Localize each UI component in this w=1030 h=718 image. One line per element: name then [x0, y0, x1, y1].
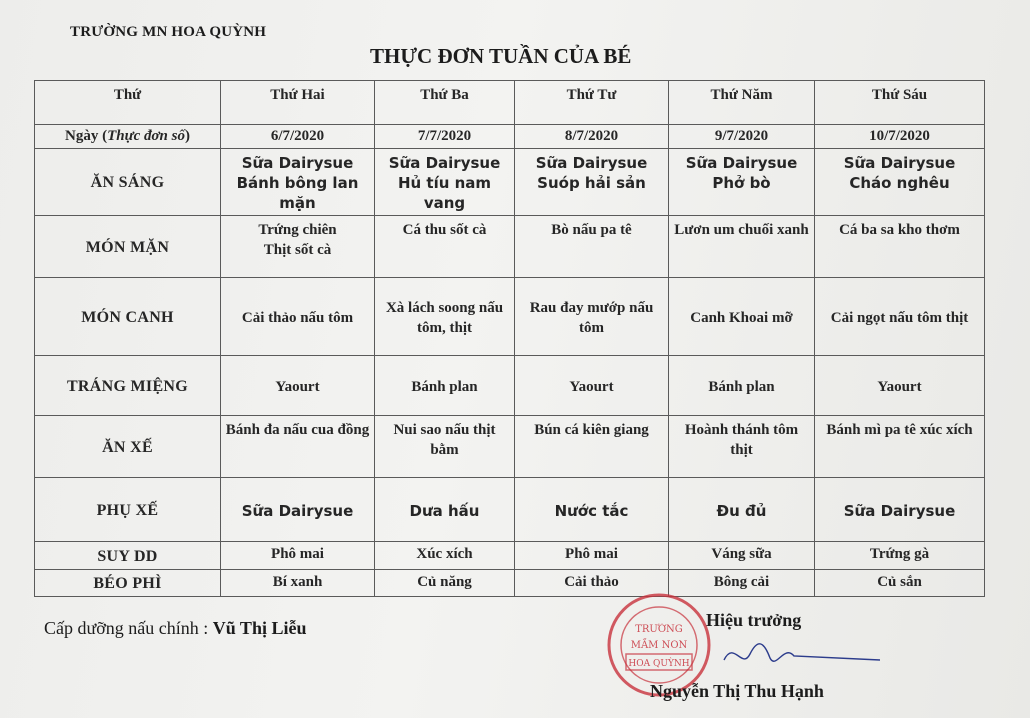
- meal-cell: Xúc xích: [375, 542, 515, 570]
- principal-name: Nguyễn Thị Thu Hạnh: [650, 681, 824, 701]
- meal-cell: Bún cá kiên giang: [515, 416, 669, 478]
- meal-label: TRÁNG MIỆNG: [35, 356, 221, 416]
- meal-cell: Bông cải: [669, 570, 815, 597]
- meal-label: BÉO PHÌ: [35, 570, 221, 597]
- meal-cell: Nui sao nấu thịt bằm: [375, 416, 515, 478]
- meal-label: MÓN CANH: [35, 278, 221, 356]
- date-label-italic: Thực đơn số: [107, 128, 185, 144]
- meal-cell: Nước tắc: [515, 478, 669, 542]
- meal-cell: Bánh mì pa tê xúc xích: [815, 416, 985, 478]
- cook-name: Vũ Thị Liễu: [212, 618, 307, 638]
- meal-cell: Trứng chiên Thịt sốt cà: [221, 216, 375, 278]
- meal-cell: Trứng gà: [815, 542, 985, 570]
- page-title: THỰC ĐƠN TUẦN CỦA BÉ: [370, 44, 632, 68]
- meal-label: SUY DD: [35, 542, 221, 570]
- meal-label: ĂN XẾ: [35, 416, 221, 478]
- meal-cell: Rau đay mướp nấu tôm: [515, 278, 669, 356]
- meal-cell: Phô mai: [221, 542, 375, 570]
- day-cell: Thứ Ba: [375, 81, 515, 125]
- meal-cell: Phô mai: [515, 542, 669, 570]
- weekly-menu-table: [34, 80, 985, 597]
- cook-signature-line: [44, 618, 306, 639]
- meal-cell: Cải thảo nấu tôm: [221, 278, 375, 356]
- meal-row: [35, 570, 985, 597]
- meal-cell: Sữa Dairysue Hủ tíu nam vang: [375, 149, 515, 216]
- date-row: [35, 125, 985, 149]
- meal-cell: Cá ba sa kho thơm: [815, 216, 985, 278]
- cook-label: Cấp dưỡng nấu chính :: [44, 618, 213, 638]
- meal-cell: Củ sắn: [815, 570, 985, 597]
- day-cell: Thứ Hai: [221, 81, 375, 125]
- meal-cell: Hoành thánh tôm thịt: [669, 416, 815, 478]
- school-name: TRƯỜNG MN HOA QUỲNH: [70, 24, 267, 40]
- meal-cell: Sữa Dairysue Cháo nghêu: [815, 149, 985, 216]
- meal-cell: Củ năng: [375, 570, 515, 597]
- meal-cell: Dưa hấu: [375, 478, 515, 542]
- meal-row: [35, 542, 985, 570]
- stamp-text-line: HOA QUỲNH: [628, 659, 690, 669]
- meal-row: [35, 356, 985, 416]
- day-cell: Thứ Tư: [515, 81, 669, 125]
- meal-cell: Sữa Dairysue Suóp hải sản: [515, 149, 669, 216]
- meal-cell: Xà lách soong nấu tôm, thịt: [375, 278, 515, 356]
- date-cell: 9/7/2020: [669, 125, 815, 149]
- stamp-text-line: TRƯỜNG: [635, 624, 683, 635]
- day-header-row: [35, 81, 985, 125]
- meal-label: PHỤ XẾ: [35, 478, 221, 542]
- meal-row: [35, 278, 985, 356]
- meal-rows: [35, 149, 985, 597]
- date-label-cell: [35, 125, 221, 149]
- meal-label: MÓN MẶN: [35, 216, 221, 278]
- date-label-suffix: ): [184, 128, 190, 144]
- meal-cell: Bò nấu pa tê: [515, 216, 669, 278]
- meal-cell: Yaourt: [515, 356, 669, 416]
- meal-row: [35, 416, 985, 478]
- meal-cell: Yaourt: [221, 356, 375, 416]
- meal-cell: Yaourt: [815, 356, 985, 416]
- meal-cell: Bánh đa nấu cua đồng: [221, 416, 375, 478]
- meal-label: ĂN SÁNG: [35, 149, 221, 216]
- day-header-cell: Thứ: [35, 81, 221, 125]
- meal-row: [35, 216, 985, 278]
- meal-cell: Sữa Dairysue: [221, 478, 375, 542]
- day-cell: Thứ Năm: [669, 81, 815, 125]
- principal-title: Hiệu trưởng: [706, 610, 802, 630]
- meal-row: [35, 478, 985, 542]
- meal-cell: Cá thu sốt cà: [375, 216, 515, 278]
- meal-cell: Váng sữa: [669, 542, 815, 570]
- date-cell: 6/7/2020: [221, 125, 375, 149]
- meal-cell: Sữa Dairysue Bánh bông lan mặn: [221, 149, 375, 216]
- meal-cell: Canh Khoai mỡ: [669, 278, 815, 356]
- meal-cell: Bánh plan: [669, 356, 815, 416]
- meal-cell: Bánh plan: [375, 356, 515, 416]
- principal-signature: [720, 630, 890, 680]
- date-label-prefix: Ngày (: [65, 128, 108, 144]
- meal-row: [35, 149, 985, 216]
- date-cell: 10/7/2020: [815, 125, 985, 149]
- meal-cell: Cải thảo: [515, 570, 669, 597]
- day-cell: Thứ Sáu: [815, 81, 985, 125]
- meal-cell: Bí xanh: [221, 570, 375, 597]
- meal-cell: Đu đủ: [669, 478, 815, 542]
- date-cell: 8/7/2020: [515, 125, 669, 149]
- date-cell: 7/7/2020: [375, 125, 515, 149]
- meal-cell: Cải ngọt nấu tôm thịt: [815, 278, 985, 356]
- meal-cell: Sữa Dairysue Phở bò: [669, 149, 815, 216]
- stamp-text-line: MẦM NON: [630, 640, 688, 651]
- meal-cell: Sữa Dairysue: [815, 478, 985, 542]
- meal-cell: Lươn um chuối xanh: [669, 216, 815, 278]
